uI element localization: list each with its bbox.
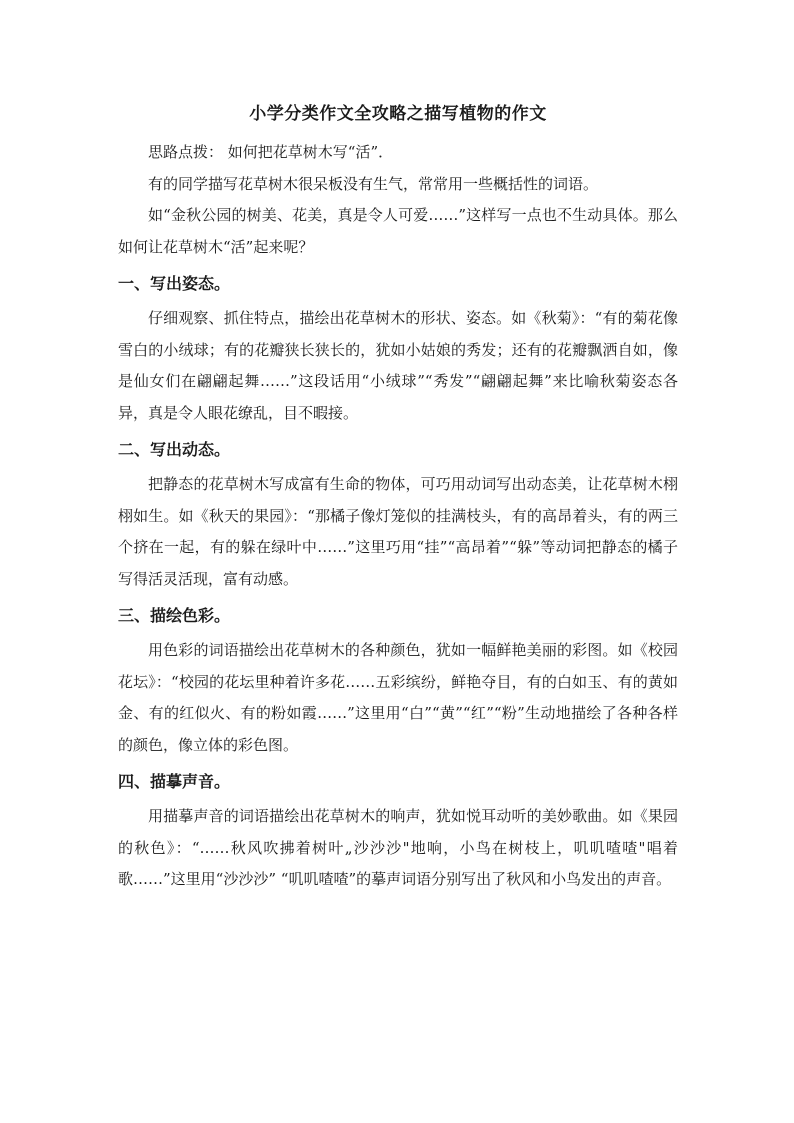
section-heading-color: 三、描绘色彩。 — [118, 606, 231, 625]
section-body-motion: 把静态的花草树木写成富有生命的物体，可巧用动词写出动态美，让花草树木栩栩如生。如《秋天的果园》：“那橘子像灯笼似的挂满枝头，有的高昂着头，有的两三个挤在一起，有的躲在绿叶中……”这里巧用“挂”“高昂着”“躲”等动词把静态的橘子写得活灵活现，富有动感。 — [118, 475, 678, 588]
document-body — [118, 102, 678, 896]
page-title: 小学分类作文全攻略之描写植物的作文 — [249, 104, 547, 124]
section-body-color: 用色彩的词语描绘出花草树木的各种颜色，犹如一幅鲜艳美丽的彩图。如《校园花坛》：“校园的花坛里种着许多花……五彩缤纷，鲜艳夺目，有的白如玉、有的黄如金、有的红似火、有的粉如霞……”这里用“白”“黄”“红”“粉”生动地描绘了各种各样的颜色，像立体的彩色图。 — [118, 641, 678, 754]
section-body-sound: 用描摹声音的词语描绘出花草树木的响声，犹如悦耳动听的美妙歌曲。如《果园的秋色》：“……秋风吹拂着树叶„沙沙沙"地响，小鸟在树枝上，叽叽喳喳"唱着歌……”这里用“沙沙沙” “叽叽喳喳”的摹声词语分别写出了秋风和小鸟发出的声音。 — [118, 807, 678, 888]
section-heading-posture: 一、写出姿态。 — [118, 274, 231, 293]
section-body-posture: 仔细观察、抓住特点，描绘出花草树木的形状、姿态。如《秋菊》：“有的菊花像雪白的小绒球；有的花瓣狭长狭长的，犹如小姑娘的秀发；还有的花瓣飘洒自如，像是仙女们在翩翩起舞……”这段话用“小绒球”“秀发”“翩翩起舞”来比喻秋菊姿态各异，真是令人眼花缭乱，目不暇接。 — [118, 309, 678, 422]
intro-paragraph-question: 如“金秋公园的树美、花美，真是令人可爱……”这样写一点也不生动具体。那么如何让花草树木“活”起来呢？ — [118, 206, 678, 256]
intro-paragraph-problem: 有的同学描写花草树木很呆板没有生气，常常用一些概括性的词语。 — [148, 174, 599, 193]
intro-paragraph-hint: 思路点拨： 如何把花草树木写“活”． — [148, 143, 394, 161]
section-heading-motion: 二、写出动态。 — [118, 440, 231, 459]
section-heading-sound: 四、描摹声音。 — [118, 772, 231, 791]
